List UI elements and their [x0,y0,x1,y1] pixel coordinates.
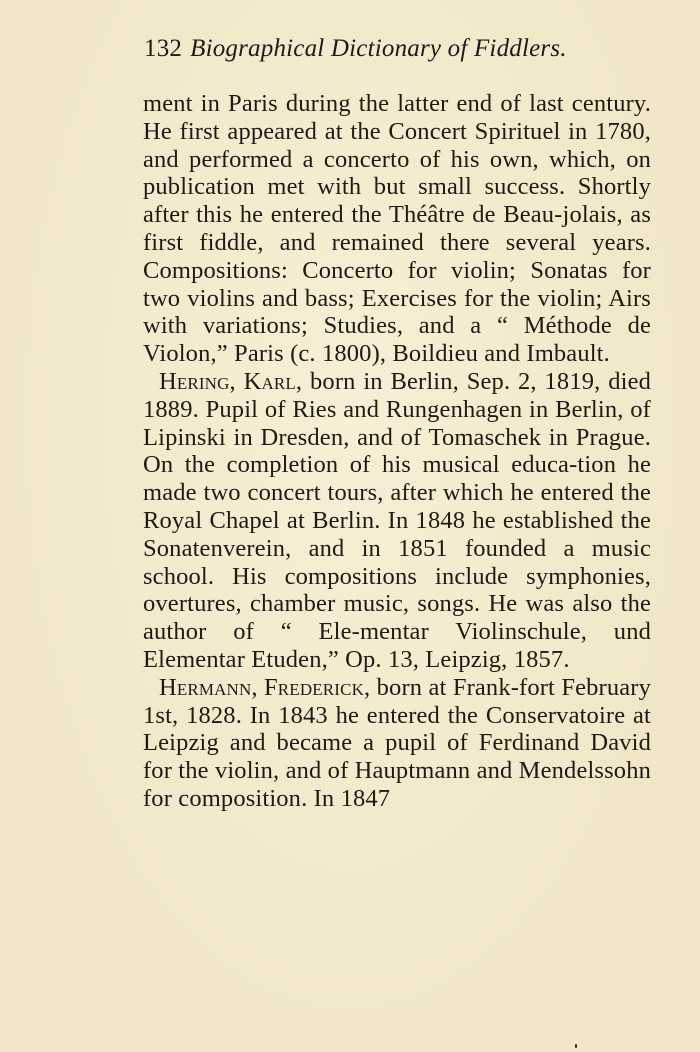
entry-name-hering: Hering, Karl, [159,367,303,395]
ink-speck [575,1044,577,1048]
body-text [143,90,651,813]
paragraph-continuation: ment in Paris during the latter end of last century. He first appeared at the Concert Spirituel in 1780, and performed a concerto of his own, which, on publication met with but small success. Shortly after this he entered the Théâtre de Beau-jolais, as first fiddle, and remained there several years. Compositions: Concerto for violin; Sonatas for two violins and bass; Exercises for the violin; Airs with variations; Studies, and a “ Méthode de Violon,” Paris (c. 1800), Boildieu and Imbault. [143,90,651,368]
running-title: Biographical Dictionary of Fiddlers. [190,35,567,62]
running-header [144,34,664,64]
entry-text-hermann: born at Frank-fort February 1st, 1828. In 1843 he entered the Conservatoire at Leipzig and became a pupil of Ferdinand David for the violin, and of Hauptmann and Mendelssohn for composition. In 1847 [143,673,651,812]
entry-text-hering: born in Berlin, Sep. 2, 1819, died 1889. Pupil of Ries and Rungenhagen in Berlin, of Lipinski in Dresden, and of Tomaschek in Prague. On the completion of his musical educa-tion he made two concert tours, after which he entered the Royal Chapel at Berlin. In 1848 he established the Sonatenverein, and in 1851 founded a music school. His compositions include symphonies, overtures, chamber music, songs. He was also the author of “ Ele-mentar Violinschule, und Elementar Etuden,” Op. 13, Leipzig, 1857. [143,367,651,673]
entry-name-hermann: Hermann, Frederick, [159,673,371,701]
entry-hering [143,368,651,674]
entry-hermann [143,674,651,813]
page-number: 132 [144,35,183,62]
